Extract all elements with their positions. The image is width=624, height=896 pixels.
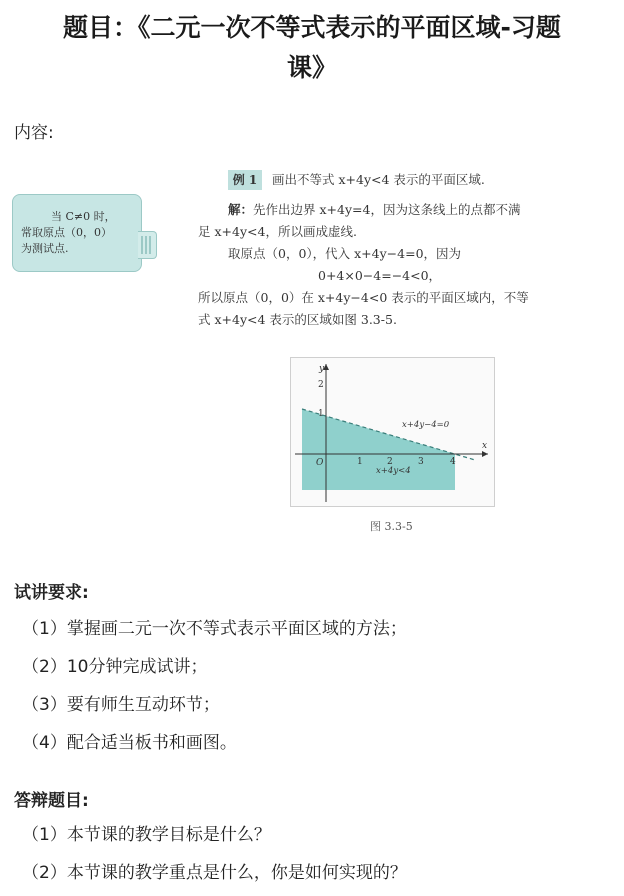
- solution-line: [228, 202, 520, 218]
- boundary-line-label: x+4y−4=0: [402, 420, 450, 430]
- y-axis-label: y: [319, 364, 325, 374]
- list-item: （4）配合适当板书和画图。: [22, 733, 237, 753]
- note-line: 常取原点（0，0）: [21, 226, 112, 239]
- solution-line: 取原点（0，0），代入 x+4y−4=0，因为: [228, 246, 462, 261]
- margin-note-text: [21, 209, 116, 257]
- origin-label: O: [316, 458, 324, 468]
- page-title: [0, 8, 624, 88]
- x-tick-label: 3: [418, 457, 424, 467]
- requirements-heading: 试讲要求:: [14, 583, 89, 603]
- y-tick-label: 1: [318, 409, 324, 419]
- list-item: （2）本节课的教学重点是什么，你是如何实现的？: [22, 863, 407, 883]
- x-tick-label: 2: [387, 457, 393, 467]
- note-line: 为测试点.: [21, 242, 69, 255]
- solution-label: 解：: [228, 202, 254, 217]
- solution-line: 足 x+4y<4，所以画成虚线.: [198, 224, 357, 239]
- title-line-2: 课》: [286, 53, 337, 82]
- note-tab: [138, 231, 157, 259]
- x-tick-label: 4: [450, 457, 456, 467]
- list-item: （2）10分钟完成试讲；: [22, 657, 208, 677]
- figure-caption: 图 3.3-5: [370, 520, 413, 533]
- region-graph: [290, 357, 495, 507]
- example-title: 画出不等式 x+4y<4 表示的平面区域.: [272, 172, 485, 187]
- solution-text: 先作出边界 x+4y=4，因为这条线上的点都不满: [253, 202, 521, 217]
- example-badge: 例 1: [228, 170, 262, 190]
- margin-note: [12, 194, 142, 272]
- solution-line: 所以原点（0，0）在 x+4y−4<0 表示的平面区域内，不等: [198, 290, 529, 305]
- requirements-list: [22, 610, 407, 762]
- solution-line: 式 x+4y<4 表示的区域如图 3.3-5.: [198, 312, 397, 327]
- list-item: （3）要有师生互动环节；: [22, 695, 220, 715]
- region-label: x+4y<4: [376, 466, 411, 476]
- x-tick-label: 1: [357, 457, 363, 467]
- list-item: （1）掌握画二元一次不等式表示平面区域的方法；: [22, 619, 407, 639]
- defense-list: [22, 816, 407, 892]
- list-item: （1）本节课的教学目标是什么？: [22, 825, 271, 845]
- y-tick-label: 2: [318, 380, 324, 390]
- x-axis-label: x: [482, 441, 488, 451]
- solution-line: 0+4×0−4=−4<0，: [318, 268, 442, 283]
- content-label: 内容:: [14, 123, 54, 143]
- textbook-excerpt: [0, 150, 624, 540]
- note-line: 当 C≠0 时，: [51, 210, 116, 223]
- defense-heading: 答辩题目:: [14, 791, 89, 811]
- title-line-1: 题目：《二元一次不等式表示的平面区域-习题: [63, 13, 561, 42]
